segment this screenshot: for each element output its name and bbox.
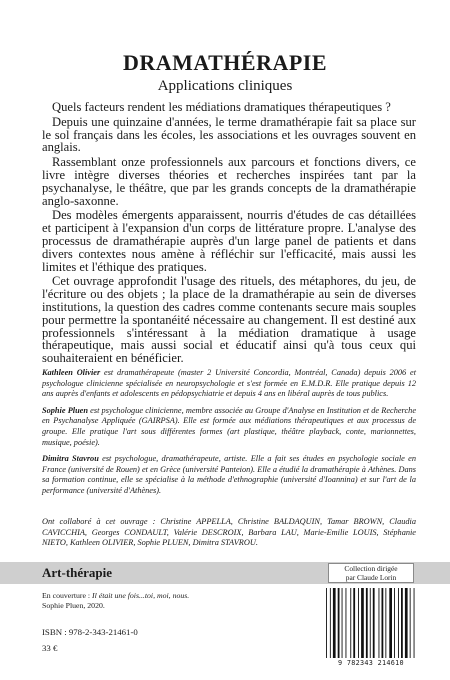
book-subtitle: Applications cliniques [157,78,293,94]
author-bio-text: est psychologue, dramathérapeute, artiste. Elle a fait ses études en psychologie sociale en France (université de Rouen) et en Grèce (université Panteion). Elle a étudié la dramathérapie à Athènes. Dans sa formation continue, elle se spécialise à la méthode d'ethnographie (université d'Ioannina) et sur l'art de la performance (université d'Athènes). [42,454,416,495]
summary-paragraph: Quels facteurs rendent les médiations dramatiques thérapeutiques ? [52,100,391,114]
author-bio [42,454,416,496]
author-bio-text: est psychologue clinicienne, membre associée au Groupe d'Analyse en Institution et de Recherche en Psychanalyse Appliquée (GAIRPSA). Elle est formée aux médiations thérapeutiques et aux processus de groupe. Elle pratique l'art sous différentes formes (art plastique, théâtre playback, conte, marionnettes, musique, poésie). [42,405,416,447]
barcode-icon [322,588,420,660]
contributors-list: Ont collaboré à cet ouvrage : Christine APPELLA, Christine BALDAQUIN, Tamar BROWN, Claudia CAVICCHIA, Georges CONDAULT, Valérie DESCROIX, Barbara LAU, Marie-Emilie LOUIS, Stéphanie NIETO, Kathleen OLIVIER, Sophie PLUEN, Dimitra STAVROU. [42,517,416,548]
collection-name: Art-thérapie [42,565,113,580]
summary-paragraph: Cet ouvrage approfondit l'usage des rituels, des métaphores, du jeu, de l'écriture ou des objets ; la place de la dramathérapie au sein de diverses institutions, la question des cadres comme contenants secure mais souples pour permettre la spontanéité nécessaire au changement. Il est destiné aux professionnels s'intéressant à la médiation dramatique à usage thérapeutique, mais aussi social et éducatif ainsi qu'à tous ceux qui souhaiteraient en bénéficier. [42,274,416,366]
cover-credit-prefix: En couverture : [42,591,93,600]
cover-credit-author: Sophie Pluen, 2020. [42,600,105,610]
back-cover-summary [42,101,416,367]
author-bio-text: est dramathérapeute (master 2 Université Concordia, Montréal, Canada) depuis 2006 et psychologue clinicienne spécialisée en neuropsychologie et s'est formée en E.M.D.R. Elle pratique depuis 12 ans auprès d'enfants et adolescents en pédopsychiatrie et depuis 4 ans en libéral auprès de tous publics. [42,368,416,399]
author-name: Sophie Pluen [42,405,88,415]
collection-director-line: par Claude Lorin [345,572,397,582]
author-name: Dimitra Stavrou [42,454,99,464]
summary-paragraph: Des modèles émergents apparaissent, nourris d'études de cas détaillées et participent à l'expansion d'un corps de littérature propre. L'analyse des processus de dramathérapie auprès d'un large panel de patients et dans divers contextes nous amène à réfléchir sur l'efficacité, mais aussi les limites et l'éthique des pratiques. [42,208,416,274]
book-title: DRAMATHÉRAPIE [122,50,328,75]
summary-paragraph: Depuis une quinzaine d'années, le terme dramathérapie fait sa place sur le sol français dans les écoles, les associations et les ouvrages souvent en anglais. [42,114,416,155]
summary-paragraph: Rassemblant onze professionnels aux parcours et fonctions divers, ce livre intègre diverses théories et recherches inspirées tant par la psychanalyse, le théâtre, que par les grands concepts de la dramathérapie anglo-saxonne. [42,155,416,208]
cover-credit-title: Il était une fois...toi, moi, nous. [92,591,190,600]
isbn: ISBN : 978-2-343-21461-0 [42,627,138,637]
author-bio [42,368,416,400]
author-name: Kathleen Olivier [42,368,101,377]
barcode-number: 9 782343 214610 [338,659,404,667]
author-bio [42,406,416,448]
author-bios [42,368,416,503]
cover-credit [42,591,272,610]
collection-director-line: Collection dirigée [344,564,398,573]
collection-director-box [328,563,414,583]
price: 33 € [42,643,58,653]
